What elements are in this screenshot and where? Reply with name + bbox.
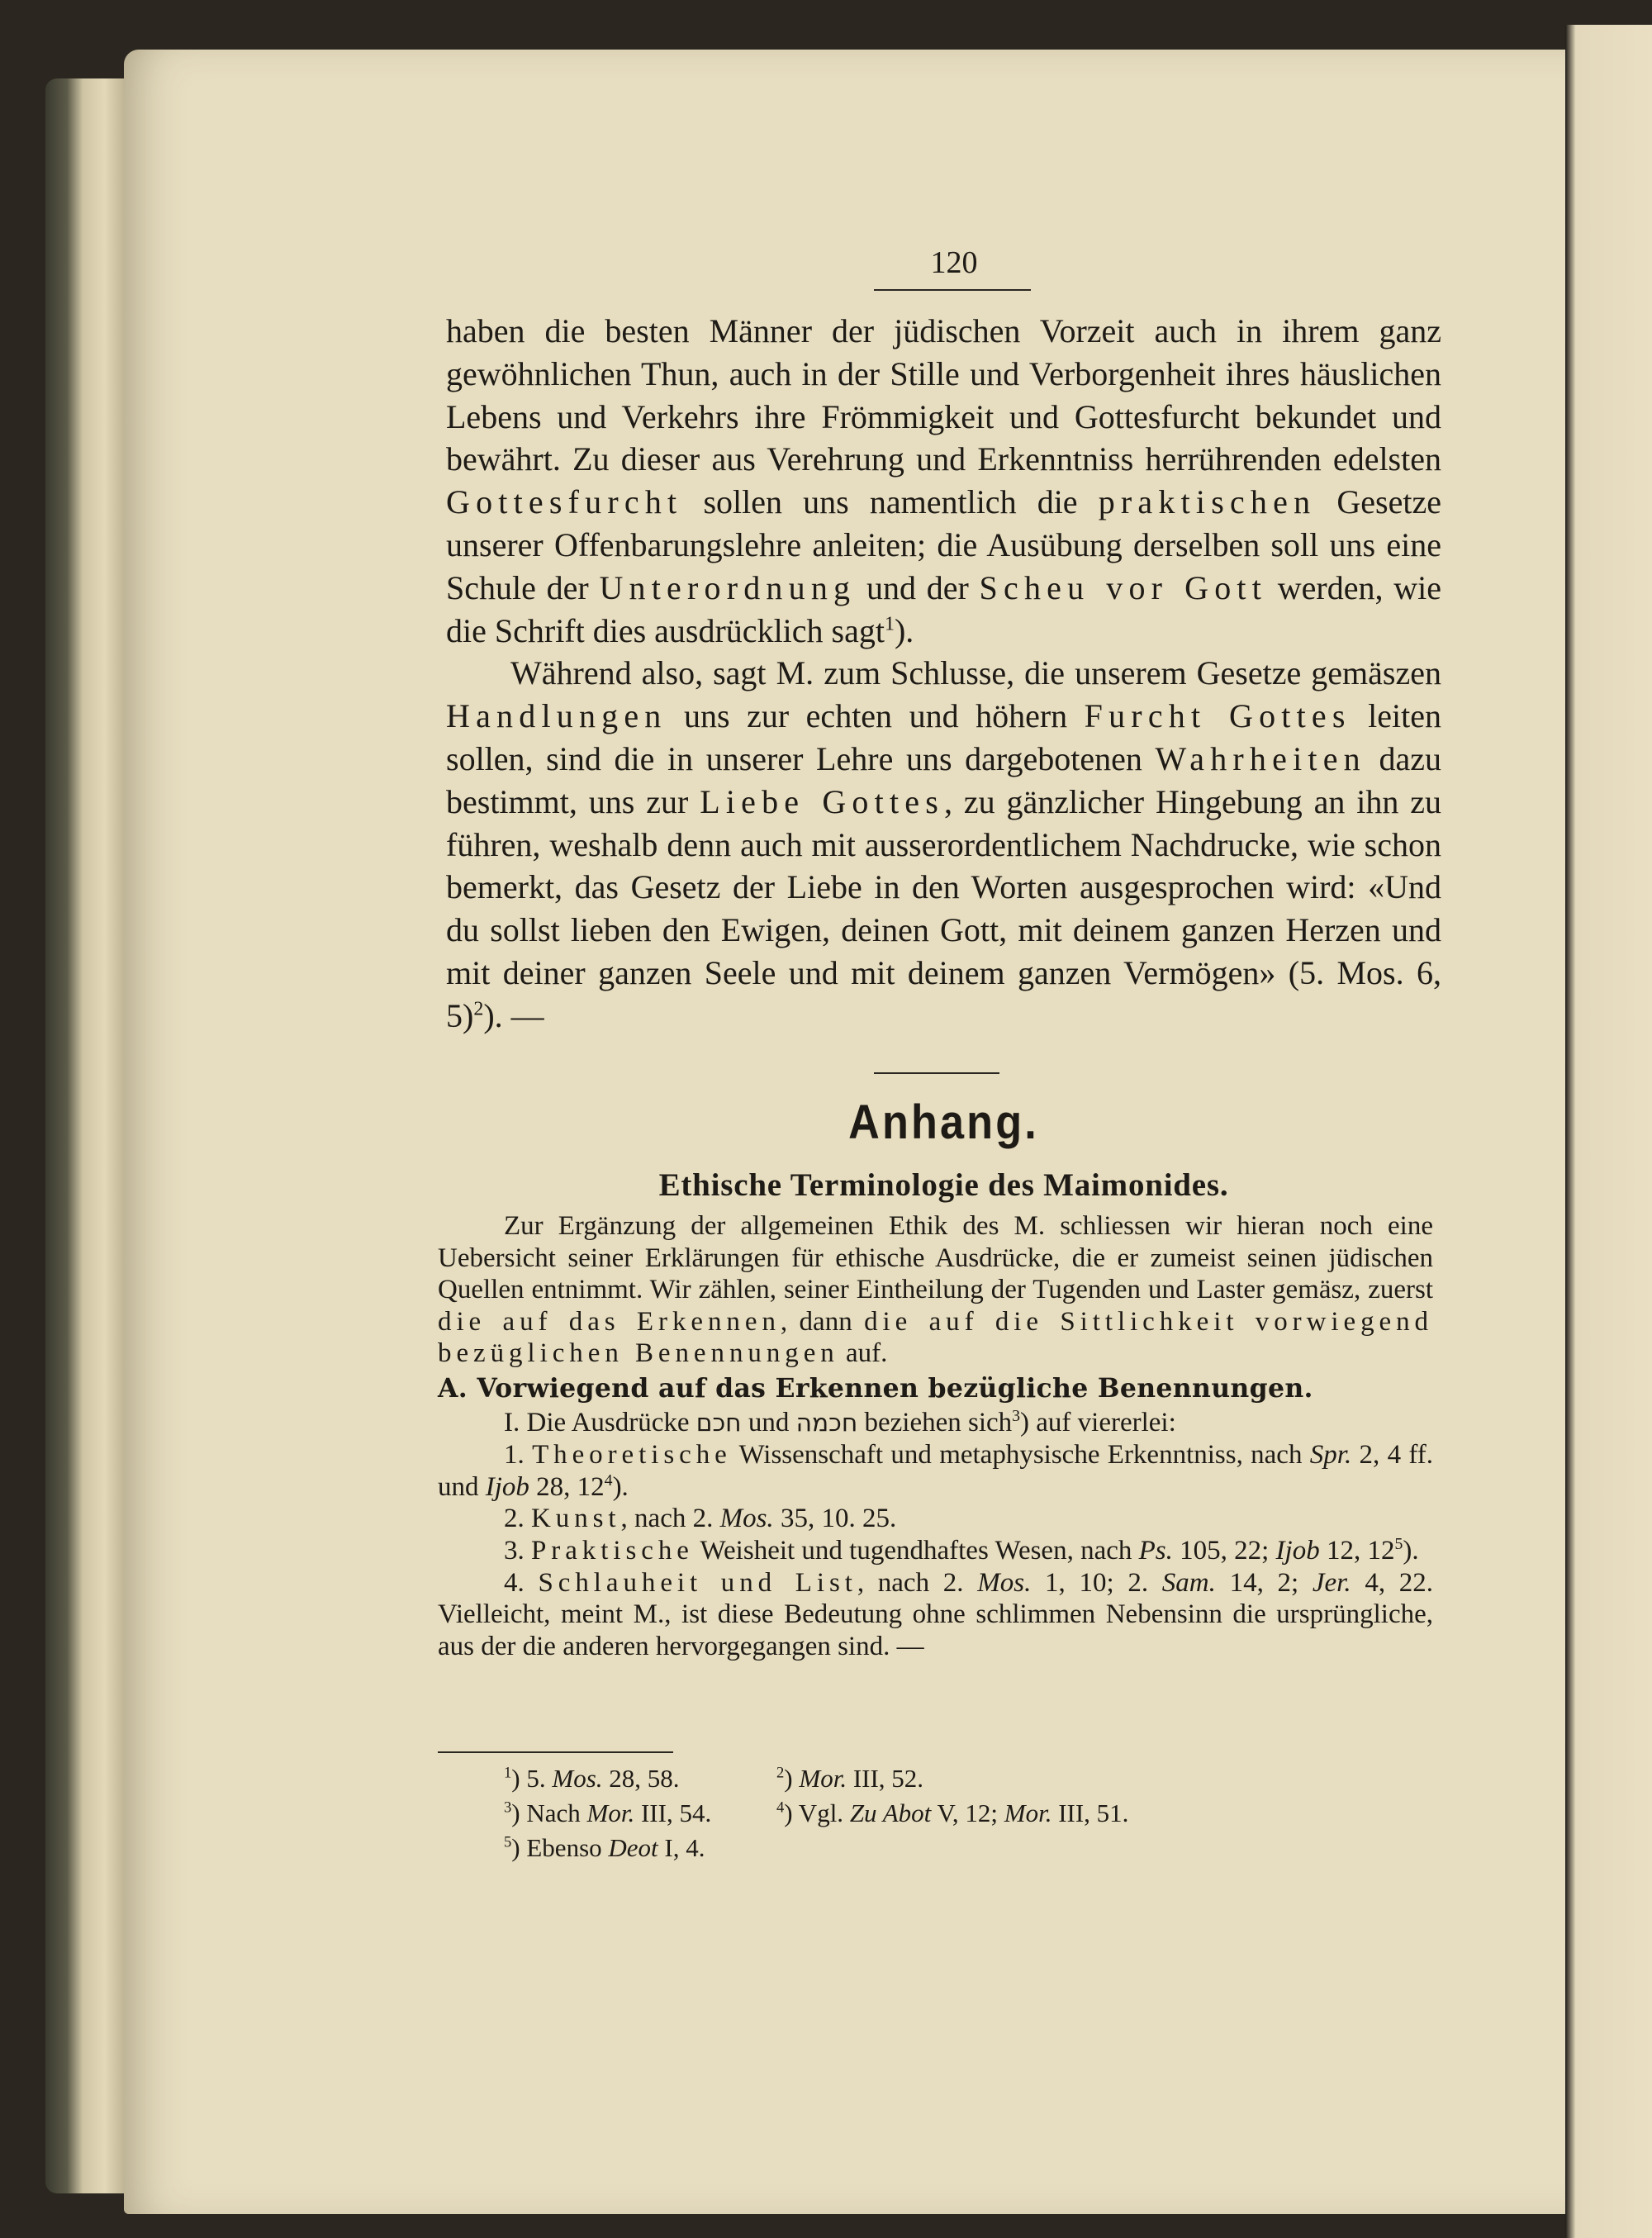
- page-number-rule: [874, 289, 1031, 291]
- appendix-heading: Anhang.: [848, 1095, 1039, 1149]
- item-4: 4. Schlauheit und List, nach 2. Mos. 1, 10; 2. Sam. 14, 2; Jer. 4, 22. Vielleicht, meint M., ist diese Bedeutung ohne schlimmen Nebensinn die ursprüngliche, aus der die anderen hervorgegangen sind. —: [438, 1567, 1434, 1661]
- footnote-4: $^4$) Vgl. Zu Abot V, 12; Mor. III, 51.: [776, 1798, 1129, 1827]
- paragraph-1: haben die besten Männer der jüdischen Vorzeit auch in ihrem ganz gewöhnlichen Thun, auch in der Stille und Verborgenheit ihres häuslichen Lebens und Verkehrs ihre Frömmigkeit und Gottesfurcht bekundet und bewährt. Zu dieser aus Verehrung und Erkenntniss herrührenden edelsten Gottesfurcht sollen uns namentlich die praktischen Gesetze unserer Offenbarungslehre anleiten; die Ausübung derselben soll uns eine Schule der Unterordnung und der Scheu vor Gott werden, wie die Schrift dies ausdrücklich sagt$^1$).: [446, 312, 1441, 649]
- appendix-subheading: Ethische Terminologie des Maimonides.: [658, 1167, 1229, 1203]
- footnote-3: $^3$) Nach Mor. III, 54.: [504, 1798, 712, 1827]
- footnote-5: $^5$) Ebenso Deot I, 4.: [504, 1833, 705, 1862]
- main-text: [446, 310, 1441, 1038]
- footnote-ref: 1: [884, 613, 895, 635]
- page-number: 120: [930, 245, 978, 280]
- footnote-2: $^2$) Mor. III, 52.: [776, 1764, 924, 1793]
- next-page-edge: [1565, 25, 1652, 2238]
- item-2: 2. Kunst, nach 2. Mos. 35, 10. 25.: [504, 1504, 897, 1534]
- appendix-text: [438, 1210, 1433, 1662]
- item-I: I. Die Ausdrücke חכם und חכמה beziehen sich$^3$) auf viererlei:: [504, 1406, 1176, 1437]
- item-3: 3. Praktische Weisheit und tugendhaftes Wesen, nach Ps. 105, 22; Ijob 12, $12^5$).: [504, 1534, 1419, 1566]
- footnote-ref: 2: [473, 998, 484, 1020]
- section-a-title: A. Vorwiegend auf das Erkennen bezügliche Benennungen.: [438, 1372, 1313, 1404]
- paragraph-2: Während also, sagt M. zum Schlusse, die unserem Gesetze gemäszen Handlungen uns zur echten und höhern Furcht Gottes leiten sollen, sind die in unserer Lehre uns dargebotenen Wahrheiten dazu bestimmt, uns zur Liebe Gottes, zu gänzlicher Hingebung an ihn zu führen, weshalb denn auch mit ausserordentlichem Nachdrucke, wie schon bemerkt, das Gesetz der Liebe in den Worten ausgesprochen wird: «Und du sollst lieben den Ewigen, deinen Gott, mit deinem ganzen Herzen und mit deiner ganzen Seele und mit deinem ganzen Vermögen» (5. Mos. 6, 5)$^2$). —: [446, 654, 1442, 1034]
- footnote-rule: [438, 1751, 673, 1753]
- item-1: 1. Theoretische Wissenschaft und metaphysische Erkenntniss, nach Spr. 2, 4 ff. und Ijob 28, $12^4$).: [438, 1440, 1433, 1502]
- footnote-1: $^1$) 5. Mos. 28, 58.: [504, 1764, 680, 1793]
- footnotes: [504, 1761, 1412, 1865]
- appendix-intro: Zur Ergänzung der allgemeinen Ethik des M. schliessen wir hieran noch eine Uebersicht seiner Erklärungen für ethische Ausdrücke, die er zumeist seinen jüdischen Quellen entnimmt. Wir zählen, seiner Eintheilung der Tugenden und Laster gemäsz, zuerst die auf das Erkennen, dann die auf die Sittlichkeit vorwiegend bezüglichen Benennungen auf.: [438, 1211, 1433, 1369]
- section-divider: [874, 1072, 999, 1074]
